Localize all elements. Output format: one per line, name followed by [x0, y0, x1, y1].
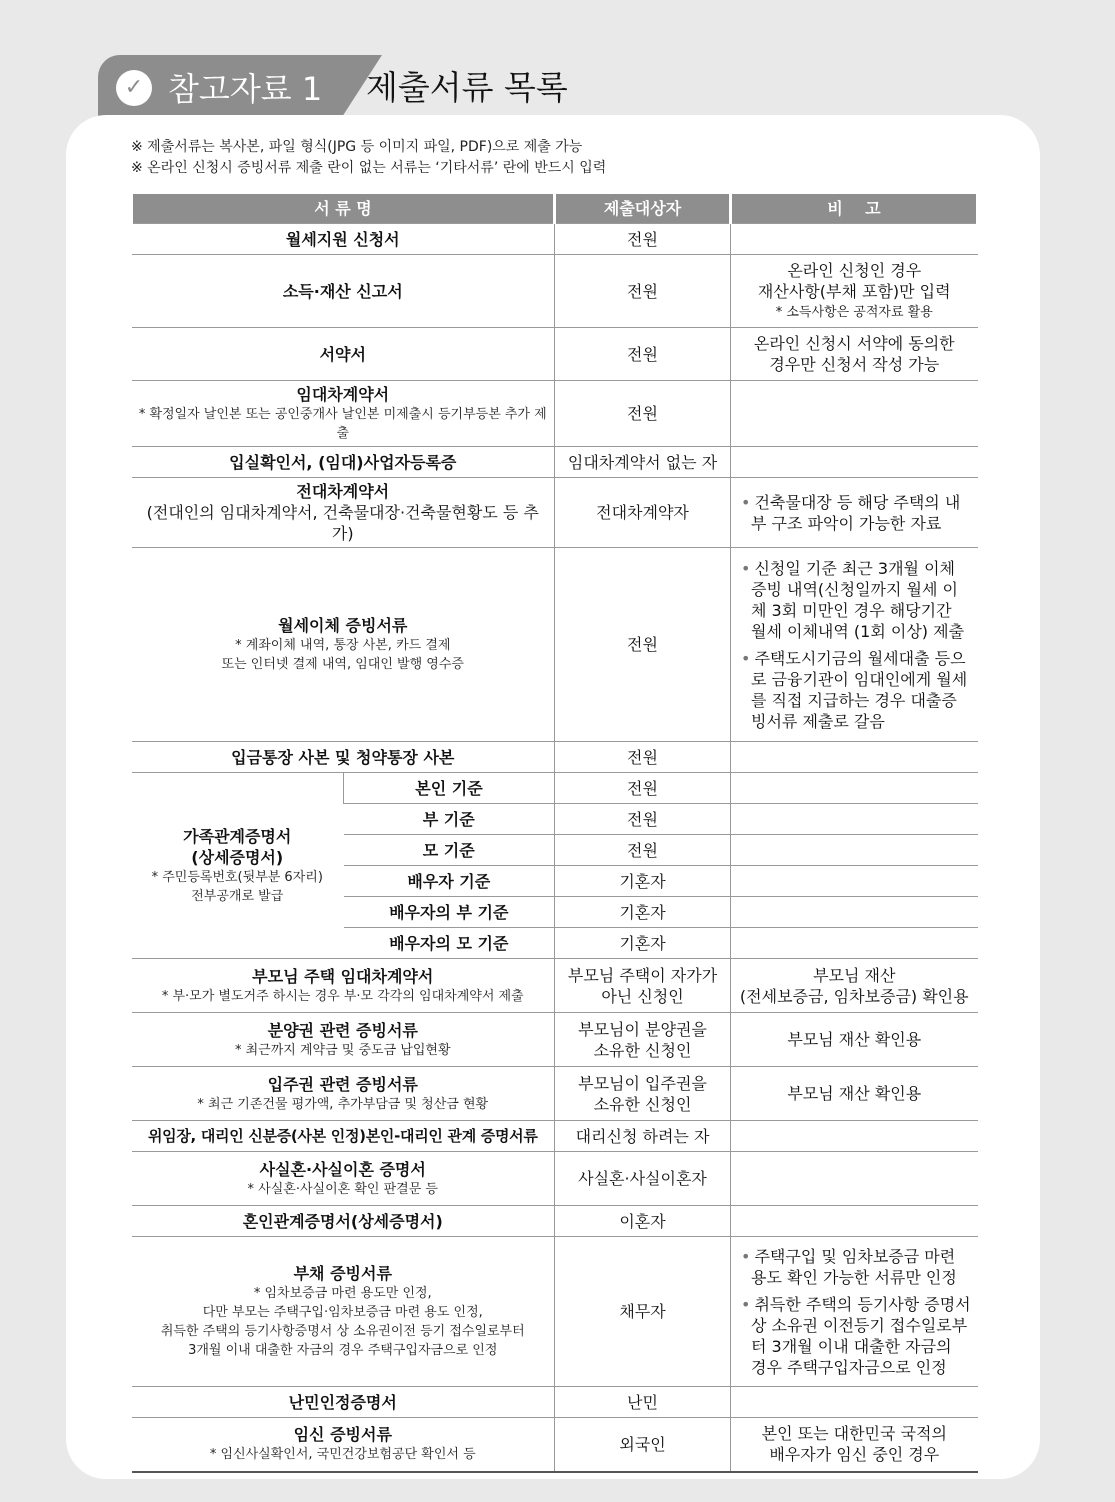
doc-name: 부채 증빙서류	[293, 1264, 392, 1283]
remark-line: 부모님 재산	[813, 965, 896, 985]
doc-remark	[731, 1121, 978, 1152]
doc-name: (상세증명서)	[191, 847, 284, 867]
doc-target: 소유한 신청인	[593, 1040, 692, 1060]
doc-target: 부모님이 입주권을	[578, 1073, 707, 1093]
family-basis: 배우자 기준	[344, 866, 555, 897]
remark-bullet: • 취득한 주택의 등기사항 증명서 상 소유권 이전등기 접수일로부터 3개월 이내 대출한 자금의 경우 주택구입자금으로 인정	[737, 1294, 972, 1378]
table-row	[132, 1387, 978, 1418]
table-row	[132, 1418, 978, 1472]
doc-remark	[731, 897, 978, 928]
doc-target: 전원	[555, 773, 731, 804]
remark-bullet: • 신청일 기준 최근 3개월 이체 증빙 내역(신청일까지 월세 이체 3회 미만인 경우 해당기간 월세 이체내역 (1회 이상) 제출	[737, 558, 972, 642]
doc-remark	[731, 928, 978, 959]
doc-target: 사실혼·사실이혼자	[555, 1152, 731, 1206]
note-line: ※ 제출서류는 복사본, 파일 형식(JPG 등 이미지 파일, PDF)으로 제출 가능	[131, 139, 583, 155]
header-document-name: 서 류 명	[132, 194, 555, 224]
document-check-icon: ✓	[116, 70, 152, 106]
doc-remark	[731, 959, 978, 1013]
doc-name: 월세지원 신청서	[132, 224, 555, 255]
doc-name: 부모님 주택 임대차계약서	[252, 966, 434, 986]
doc-target: 난민	[555, 1387, 731, 1418]
doc-remark	[731, 804, 978, 835]
table-header-row	[132, 194, 978, 224]
family-basis: 배우자의 부 기준	[344, 897, 555, 928]
doc-target-cell	[555, 1067, 731, 1121]
doc-remark	[731, 1237, 978, 1387]
doc-target: 전원	[555, 835, 731, 866]
table-row	[132, 1152, 978, 1206]
doc-remark	[731, 548, 978, 742]
doc-note: * 최근까지 계약금 및 중도금 납입현황	[234, 1042, 451, 1058]
doc-target: 부모님이 분양권을	[578, 1019, 707, 1039]
doc-target: 소유한 신청인	[593, 1094, 692, 1114]
doc-name: 월세이체 증빙서류	[278, 616, 408, 635]
doc-note: * 최근 기존건물 평가액, 추가부담금 및 청산금 현황	[197, 1096, 489, 1112]
doc-remark	[731, 1206, 978, 1237]
doc-remark	[731, 866, 978, 897]
doc-target: 전대차계약자	[555, 478, 731, 548]
doc-name-cell	[132, 548, 555, 742]
family-basis: 부 기준	[344, 804, 555, 835]
doc-name-cell	[132, 478, 555, 548]
page-title: 제출서류 목록	[366, 68, 568, 107]
header-target: 제출대상자	[555, 194, 731, 224]
doc-note: * 사실혼·사실이혼 확인 판결문 등	[247, 1181, 438, 1197]
table-row	[132, 255, 978, 328]
table-row	[132, 328, 978, 381]
remark-line: 온라인 신청시 서약에 동의한	[753, 334, 955, 353]
section-tab-label: 참고자료 1	[168, 70, 323, 108]
doc-target-cell	[555, 959, 731, 1013]
table-row	[132, 773, 978, 804]
remark-note: * 소득사항은 공적자료 활용	[775, 304, 933, 320]
remark-bullet: • 주택도시기금의 월세대출 등으로 금융기관이 임대인에게 월세를 직접 지급하는 경우 대출증빙서류 제출로 갈음	[737, 648, 972, 732]
doc-note: 3개월 이내 대출한 자금의 경우 주택구입자금으로 인정	[188, 1343, 498, 1358]
doc-target: 외국인	[555, 1418, 731, 1472]
doc-name: 입실확인서, (임대)사업자등록증	[132, 447, 555, 478]
doc-name-cell	[132, 1067, 555, 1121]
remark-line: (전세보증금, 임차보증금) 확인용	[739, 986, 969, 1006]
doc-target: 전원	[555, 328, 731, 381]
doc-remark	[731, 1387, 978, 1418]
doc-remark	[731, 224, 978, 255]
doc-remark	[731, 478, 978, 548]
doc-name: 사실혼·사실이혼 증명서	[259, 1159, 426, 1179]
doc-name-cell	[132, 959, 555, 1013]
doc-note: * 계좌이체 내역, 통장 사본, 카드 결제	[235, 638, 451, 653]
table-row	[132, 1206, 978, 1237]
doc-target: 전원	[555, 804, 731, 835]
doc-name: 혼인관계증명서(상세증명서)	[132, 1206, 555, 1237]
note-line: ※ 온라인 신청시 증빙서류 제출 란이 없는 서류는 ‘기타서류’ 란에 반드시 입력	[131, 160, 607, 176]
doc-name: 임신 증빙서류	[293, 1425, 392, 1445]
doc-name: 위임장, 대리인 신분증(사본 인정)본인-대리인 관계 증명서류	[132, 1121, 555, 1152]
remark-line: 경우만 신청서 작성 가능	[769, 355, 940, 374]
table-row	[132, 1121, 978, 1152]
doc-target: 기혼자	[555, 866, 731, 897]
table-row	[132, 381, 978, 447]
doc-note: (전대인의 임대차계약서, 건축물대장·건축물현황도 등 추가)	[146, 503, 539, 543]
doc-name: 서약서	[132, 328, 555, 381]
remark-bullet: • 건축물대장 등 해당 주택의 내부 구조 파악이 가능한 자료	[737, 492, 972, 534]
doc-note: * 임신사실확인서, 국민건강보험공단 확인서 등	[209, 1447, 476, 1463]
remark-line: 배우자가 임신 중인 경우	[769, 1445, 940, 1465]
doc-target: 전원	[555, 224, 731, 255]
remark-bullet: • 주택구입 및 임차보증금 마련 용도 확인 가능한 서류만 인정	[737, 1246, 972, 1288]
doc-note: 또는 인터넷 결제 내역, 임대인 발행 영수증	[221, 657, 464, 672]
doc-name: 임대차계약서	[296, 385, 390, 404]
doc-remark: 부모님 재산 확인용	[731, 1013, 978, 1067]
doc-target-cell	[555, 1013, 731, 1067]
doc-target: 이혼자	[555, 1206, 731, 1237]
doc-target: 부모님 주택이 자가가	[567, 965, 718, 985]
doc-note: * 확정일자 날인본 또는 공인중개사 날인본 미제출시 등기부등본 추가 제출	[138, 407, 547, 441]
header-remark: 비 고	[731, 194, 978, 224]
doc-target: 대리신청 하려는 자	[555, 1121, 731, 1152]
doc-name-cell	[132, 381, 555, 447]
doc-note: 전부공개로 발급	[191, 888, 284, 904]
doc-remark	[731, 773, 978, 804]
doc-name: 입주권 관련 증빙서류	[267, 1074, 418, 1094]
family-basis: 배우자의 모 기준	[344, 928, 555, 959]
doc-target: 전원	[555, 742, 731, 773]
table-row	[132, 1237, 978, 1387]
doc-note: 취득한 주택의 등기사항증명서 상 소유권이전 등기 접수일로부터	[160, 1324, 525, 1339]
remark-line: 재산사항(부채 포함)만 입력	[757, 281, 951, 301]
doc-remark: 부모님 재산 확인용	[731, 1067, 978, 1121]
table-row	[132, 1067, 978, 1121]
doc-remark	[731, 447, 978, 478]
doc-note: * 주민등록번호(뒷부분 6자리)	[151, 869, 323, 885]
doc-name: 입금통장 사본 및 청약통장 사본	[132, 742, 555, 773]
table-row	[132, 959, 978, 1013]
doc-name: 분양권 관련 증빙서류	[267, 1020, 418, 1040]
remark-line: 온라인 신청인 경우	[787, 260, 922, 280]
remark-line: 본인 또는 대한민국 국적의	[761, 1424, 947, 1444]
doc-target: 기혼자	[555, 928, 731, 959]
doc-remark	[731, 255, 978, 328]
doc-target: 전원	[555, 381, 731, 447]
family-doc-cell	[132, 773, 344, 959]
doc-name: 소득·재산 신고서	[132, 255, 555, 328]
doc-note: * 부·모가 별도거주 하시는 경우 부·모 각각의 임대차계약서 제출	[161, 988, 524, 1004]
table-row	[132, 447, 978, 478]
table-row	[132, 1013, 978, 1067]
table-row	[132, 742, 978, 773]
doc-target: 아닌 신청인	[601, 986, 684, 1006]
doc-note: 다만 부모는 주택구입·임차보증금 마련 용도 인정,	[202, 1305, 483, 1320]
doc-target: 전원	[555, 548, 731, 742]
doc-remark	[731, 1152, 978, 1206]
doc-name-cell	[132, 1237, 555, 1387]
doc-remark	[731, 835, 978, 866]
doc-target: 기혼자	[555, 897, 731, 928]
doc-name-cell	[132, 1418, 555, 1472]
doc-note: * 임차보증금 마련 용도만 인정,	[253, 1286, 432, 1301]
doc-name: 가족관계증명서	[183, 826, 292, 846]
doc-name: 난민인정증명서	[132, 1387, 555, 1418]
doc-target: 채무자	[555, 1237, 731, 1387]
table-row	[132, 548, 978, 742]
doc-target: 임대차계약서 없는 자	[555, 447, 731, 478]
doc-remark	[731, 742, 978, 773]
table-row	[132, 224, 978, 255]
document-table	[130, 194, 979, 1473]
family-basis: 본인 기준	[344, 773, 555, 804]
doc-remark	[731, 1418, 978, 1472]
family-basis: 모 기준	[344, 835, 555, 866]
doc-name: 전대차계약서	[296, 482, 390, 501]
notes	[131, 137, 606, 179]
doc-name-cell	[132, 1152, 555, 1206]
table-row	[132, 478, 978, 548]
doc-target: 전원	[555, 255, 731, 328]
doc-name-cell	[132, 1013, 555, 1067]
doc-remark	[731, 381, 978, 447]
doc-remark	[731, 328, 978, 381]
